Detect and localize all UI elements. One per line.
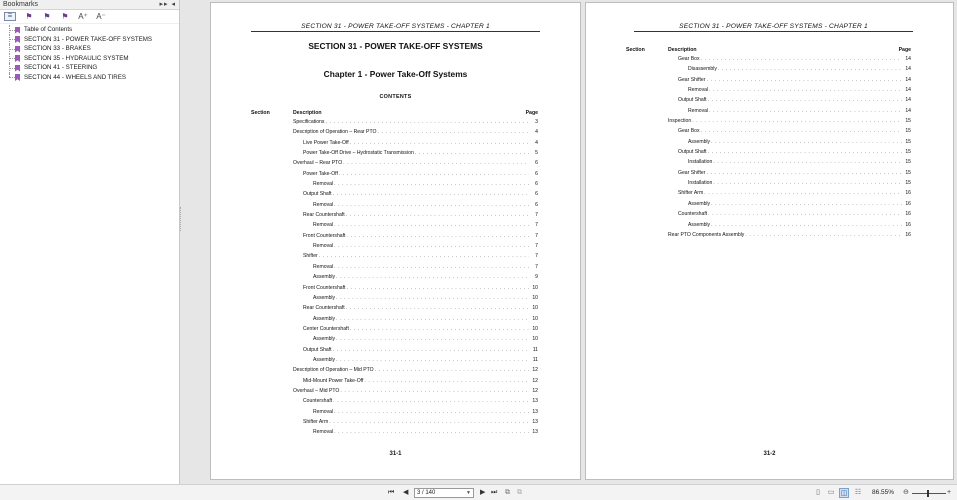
facing-pages-view-icon[interactable]: ◫ — [840, 490, 848, 497]
first-page-button[interactable]: ⏮ — [388, 489, 395, 496]
toc-entry-page: 15 — [905, 118, 911, 125]
toc-entry-title: Removal — [313, 222, 334, 229]
toc-row[interactable] — [668, 95, 911, 105]
dot-leader — [336, 334, 529, 344]
bookmark-item[interactable] — [0, 73, 179, 83]
running-head: SECTION 31 - POWER TAKE-OFF SYSTEMS - CHAPTER 1 — [634, 23, 913, 32]
column-header-description: Description — [293, 110, 322, 116]
toc-entry-page: 6 — [535, 201, 538, 208]
toc-row[interactable] — [293, 314, 538, 324]
toc-entry-title: Power Take-Off — [303, 170, 338, 177]
toc-entry-title: Overhaul – Rear PTO — [293, 160, 343, 167]
dot-leader — [708, 95, 902, 105]
dot-leader — [350, 324, 529, 334]
toc-row[interactable] — [293, 303, 538, 313]
dot-leader — [343, 158, 529, 168]
toc-row[interactable] — [668, 64, 911, 74]
dot-leader — [718, 64, 902, 74]
toc-entry-page: 7 — [535, 212, 538, 219]
toc-entry-title: Shifter Arm — [678, 190, 704, 197]
toc-entry-title: Gear Box — [678, 128, 700, 135]
toc-entry-page: 11 — [532, 356, 538, 363]
dot-leader — [704, 188, 902, 198]
toc-entry-page: 14 — [905, 107, 911, 114]
last-page-button[interactable]: ⏭ — [491, 489, 498, 496]
toc-row[interactable] — [293, 251, 538, 261]
toc-entry-title: Live Power Take-Off — [303, 139, 349, 146]
next-view-icon[interactable]: ⧉ — [517, 489, 522, 496]
tree-connector — [9, 30, 15, 31]
dot-leader — [706, 168, 902, 178]
toc-row[interactable] — [668, 126, 911, 136]
toc-row[interactable] — [293, 355, 538, 365]
next-page-button[interactable]: ▶ — [480, 489, 486, 496]
bookmarks-toolbar — [0, 10, 179, 24]
column-header-description: Description — [668, 47, 697, 53]
panel-splitter[interactable] — [180, 0, 210, 484]
toc-entry-page: 14 — [905, 97, 911, 104]
bookmark-label: SECTION 31 - POWER TAKE-OFF SYSTEMS — [24, 35, 153, 43]
dot-leader — [334, 200, 529, 210]
dot-leader — [336, 314, 529, 324]
toc-row[interactable] — [293, 283, 538, 293]
toc-entry-title: Removal — [688, 87, 709, 94]
bookmark-icon — [15, 46, 20, 53]
toc-row[interactable] — [293, 169, 538, 179]
toc-entry-page: 6 — [535, 181, 538, 188]
zoom-in-icon[interactable]: + — [947, 489, 952, 496]
toc-entry-page: 10 — [532, 305, 538, 312]
dot-leader — [701, 126, 902, 136]
toc-entry-title: Assembly — [688, 200, 711, 207]
dot-leader — [375, 365, 529, 375]
toc-entry-title: Gear Shifter — [678, 169, 706, 176]
toc-row[interactable] — [668, 209, 911, 219]
pdf-page-2 — [585, 2, 954, 480]
pdf-page-1 — [210, 2, 581, 480]
dot-leader — [346, 303, 529, 313]
toc-entry-title: Shifter — [303, 253, 318, 260]
toc-row[interactable] — [668, 230, 911, 240]
toc-entry-title: Front Countershaft — [303, 232, 346, 239]
toc-entry-title: Rear Countershaft — [303, 212, 345, 219]
toc-row[interactable] — [668, 220, 911, 230]
dot-leader — [333, 396, 529, 406]
toc-entry-page: 14 — [905, 66, 911, 73]
toc-entry-page: 7 — [535, 222, 538, 229]
dot-leader — [692, 116, 902, 126]
toc-entry-title: Installation — [688, 180, 713, 187]
new-bookmark-icon[interactable]: ⚑ — [43, 11, 51, 21]
toc-entry-page: 16 — [905, 221, 911, 228]
bookmarks-panel — [0, 0, 180, 484]
dot-leader — [711, 220, 902, 230]
continuous-view-icon[interactable]: ▭ — [827, 489, 835, 496]
toc-entry-title: Removal — [313, 429, 334, 436]
toc-row[interactable] — [293, 293, 538, 303]
toc-entry-page: 16 — [905, 231, 911, 238]
toc-entry-page: 15 — [905, 128, 911, 135]
bookmark-item[interactable] — [0, 44, 179, 54]
toc-row[interactable] — [293, 407, 538, 417]
toc-row[interactable] — [293, 200, 538, 210]
toc-row[interactable] — [293, 376, 538, 386]
bookmark-icon — [15, 55, 20, 62]
toc-entry-title: Overhaul – Mid PTO — [293, 387, 340, 394]
bookmark-label: Table of Contents — [24, 26, 73, 33]
bookmark-label: SECTION 44 - WHEELS AND TIRES — [24, 73, 127, 81]
toc-row[interactable] — [293, 158, 538, 168]
column-header-section: Section — [626, 47, 645, 53]
toc-entry-page: 6 — [535, 191, 538, 198]
column-header-section: Section — [251, 110, 270, 116]
toc-row[interactable] — [668, 178, 911, 188]
toc-entry-page: 3 — [535, 119, 538, 125]
toc-entry-title: Rear PTO Components Assembly — [668, 231, 745, 238]
toc-entry-page: 15 — [905, 159, 911, 166]
single-page-view-icon[interactable]: ▯ — [816, 489, 820, 496]
zoom-slider-thumb[interactable] — [927, 490, 929, 497]
section-title: SECTION 31 - POWER TAKE-OFF SYSTEMS — [308, 41, 483, 51]
toc-row[interactable] — [293, 365, 538, 375]
bookmarks-panel-title: Bookmarks — [3, 1, 39, 8]
dot-leader — [334, 427, 529, 437]
chapter-title: Chapter 1 - Power Take-Off Systems — [323, 69, 468, 79]
toc-entry-title: Description of Operation – Mid PTO — [293, 367, 374, 374]
zoom-out-icon[interactable]: ⊖ — [903, 489, 909, 496]
toc-entry-page: 10 — [532, 315, 538, 322]
toc-entry-page: 5 — [535, 150, 538, 157]
toc-entry-title: Removal — [313, 201, 334, 208]
splitter-grip[interactable] — [180, 207, 183, 231]
dot-leader — [706, 75, 902, 85]
toc-entry-page: 15 — [905, 169, 911, 176]
bookmark-tree — [0, 24, 179, 82]
decrease-text-size-icon[interactable]: A⁻ — [96, 11, 106, 21]
dot-leader — [745, 230, 902, 240]
bookmark-icon — [15, 36, 20, 43]
delete-bookmark-icon[interactable]: ⚑ — [61, 11, 69, 21]
toc-entry-page: 14 — [905, 76, 911, 83]
toc-entry-title: Assembly — [313, 315, 336, 322]
toc-entry-page: 6 — [535, 170, 538, 177]
toc-entry-page: 16 — [905, 211, 911, 218]
bookmark-item[interactable] — [0, 54, 179, 64]
toc-entry-title: Removal — [313, 243, 334, 250]
toc-row[interactable] — [668, 75, 911, 85]
toc-entry-page: 10 — [532, 325, 538, 332]
toc-row[interactable] — [293, 262, 538, 272]
panel-collapse-controls[interactable]: ▸▸ ◂ — [159, 1, 176, 8]
toc-entry-title: Inspection — [668, 118, 692, 125]
dot-leader — [334, 407, 529, 417]
toc-entry-page: 14 — [905, 56, 911, 62]
toc-entry-title: Removal — [313, 408, 334, 415]
toc-entry-title: Output Shaft — [678, 149, 707, 156]
bookmark-label: SECTION 33 - BRAKES — [24, 45, 91, 52]
toc-entry-title: Assembly — [313, 274, 336, 281]
toc-entry-page: 10 — [532, 284, 538, 291]
dot-leader — [334, 241, 529, 251]
toc-entry-page: 12 — [532, 367, 538, 374]
zoom-slider[interactable] — [912, 493, 946, 494]
tree-connector — [9, 68, 15, 69]
toc-row[interactable] — [293, 324, 538, 334]
toc-row[interactable] — [293, 272, 538, 282]
dot-leader — [333, 345, 529, 355]
previous-view-icon[interactable]: ⧉ — [505, 489, 510, 496]
toc-entry-title: Installation — [688, 159, 713, 166]
toc-entry-page: 13 — [532, 429, 538, 436]
column-header-page: Page — [525, 110, 538, 116]
bookmark-label: SECTION 41 - STEERING — [24, 64, 98, 71]
toc-entry-title: Removal — [688, 107, 709, 114]
dot-leader — [340, 386, 529, 396]
toc-entry-title: Output Shaft — [303, 191, 332, 198]
toc-row[interactable] — [293, 241, 538, 251]
toc-entry-title: Assembly — [688, 138, 711, 145]
toc-entry-page: 7 — [535, 263, 538, 270]
toc-entry-title: Power Take-Off Drive – Hydrostatic Transmission — [303, 150, 414, 157]
toc-row[interactable] — [293, 127, 538, 137]
toc-row[interactable] — [293, 345, 538, 355]
continuous-facing-view-icon[interactable]: ☷ — [854, 489, 862, 496]
bookmarks-panel-header — [0, 0, 179, 10]
toc-entry-page: 9 — [535, 274, 538, 281]
expand-bookmark-icon[interactable]: ⚑ — [25, 11, 33, 21]
dot-leader — [333, 189, 529, 199]
toc-row[interactable] — [293, 334, 538, 344]
tree-connector — [9, 77, 15, 78]
dot-leader — [364, 376, 529, 386]
toc-entry-page: 10 — [532, 336, 538, 343]
chevron-down-icon[interactable]: ▼ — [466, 490, 471, 496]
toc-list — [293, 117, 538, 438]
toc-entry-page: 7 — [535, 232, 538, 239]
zoom-level[interactable]: 86.55% — [872, 489, 895, 496]
tree-connector — [9, 39, 15, 40]
dot-leader — [711, 137, 902, 147]
toc-entry-title: Description of Operation – Rear PTO — [293, 129, 377, 136]
toc-entry-title: Gear Box — [678, 56, 700, 62]
toc-entry-title: Assembly — [313, 336, 336, 343]
toc-entry-page: 13 — [532, 418, 538, 425]
dot-leader — [350, 138, 529, 148]
toc-row[interactable] — [293, 138, 538, 148]
toc-entry-page: 12 — [532, 377, 538, 384]
bookmark-item[interactable] — [0, 35, 179, 45]
dot-leader — [346, 283, 529, 293]
toc-entry-page: 7 — [535, 243, 538, 250]
dot-leader — [708, 147, 902, 157]
page-number-field[interactable] — [414, 488, 474, 498]
page-number: 31-1 — [389, 451, 402, 457]
dot-leader — [336, 355, 529, 365]
dot-leader — [713, 178, 902, 188]
bookmark-icon — [15, 27, 20, 34]
toc-entry-page: 4 — [535, 139, 538, 146]
dot-leader — [334, 262, 529, 272]
page-number: 31-2 — [763, 451, 776, 457]
toc-entry-title: Countershaft — [678, 211, 708, 218]
toc-entry-title: Mid-Mount Power Take-Off — [303, 377, 364, 384]
dot-leader — [708, 209, 902, 219]
toc-row[interactable] — [293, 117, 538, 127]
toc-row[interactable] — [668, 106, 911, 116]
toc-entry-page: 14 — [905, 87, 911, 94]
toc-entry-title: Center Countershaft — [303, 325, 349, 332]
toc-entry-page: 16 — [905, 200, 911, 207]
dot-leader — [415, 148, 529, 158]
toc-entry-title: Front Countershaft — [303, 284, 346, 291]
toc-entry-title: Shifter Arm — [303, 418, 329, 425]
toc-entry-title: Gear Shifter — [678, 76, 706, 83]
status-navigation-bar — [0, 484, 957, 500]
dot-leader — [334, 220, 529, 230]
bookmark-icon — [15, 65, 20, 72]
toc-row[interactable] — [668, 168, 911, 178]
bookmark-options-icon[interactable]: ☰ — [4, 12, 16, 21]
toc-entry-page: 4 — [535, 129, 538, 136]
toc-entry-page: 12 — [532, 387, 538, 394]
toc-row[interactable] — [668, 116, 911, 126]
toc-row[interactable] — [293, 179, 538, 189]
toc-row[interactable] — [668, 137, 911, 147]
toc-entry-page: 13 — [532, 408, 538, 415]
dot-leader — [329, 417, 529, 427]
dot-leader — [711, 199, 902, 209]
dot-leader — [339, 169, 529, 179]
toc-entry-title: Assembly — [313, 356, 336, 363]
toc-row[interactable] — [668, 188, 911, 198]
dot-leader — [701, 54, 902, 64]
toc-entry-page: 16 — [905, 190, 911, 197]
column-header-page: Page — [898, 47, 911, 53]
toc-row[interactable] — [293, 189, 538, 199]
previous-page-button[interactable]: ◀ — [403, 489, 409, 496]
toc-entry-title: Rear Countershaft — [303, 305, 345, 312]
toc-row[interactable] — [293, 220, 538, 230]
toc-row[interactable] — [668, 85, 911, 95]
toc-row[interactable] — [293, 427, 538, 437]
bookmark-icon — [15, 74, 20, 81]
bookmark-label: SECTION 35 - HYDRAULIC SYSTEM — [24, 54, 129, 62]
toc-entry-title: Assembly — [688, 221, 711, 228]
bookmark-item[interactable] — [0, 25, 179, 35]
toc-entry-title: Countershaft — [303, 398, 333, 405]
dot-leader — [319, 251, 529, 261]
toc-row[interactable] — [668, 199, 911, 209]
dot-leader — [709, 85, 902, 95]
toc-entry-page: 13 — [532, 398, 538, 405]
toc-row[interactable] — [293, 231, 538, 241]
toc-list — [668, 54, 911, 240]
dot-leader — [346, 210, 529, 220]
toc-entry-title: Specifications — [293, 119, 325, 125]
dot-leader — [334, 179, 529, 189]
dot-leader — [336, 272, 529, 282]
toc-row[interactable] — [293, 417, 538, 427]
toc-row[interactable] — [293, 148, 538, 158]
toc-entry-page: 6 — [535, 160, 538, 167]
dot-leader — [713, 157, 902, 167]
toc-entry-title: Removal — [313, 263, 334, 270]
toc-entry-page: 11 — [532, 346, 538, 353]
toc-row[interactable] — [293, 396, 538, 406]
toc-entry-page: 10 — [532, 294, 538, 301]
toc-row[interactable] — [668, 157, 911, 167]
toc-row[interactable] — [668, 147, 911, 157]
toc-entry-title: Assembly — [313, 294, 336, 301]
toc-entry-page: 15 — [905, 149, 911, 156]
toc-entry-title: Disassembly — [688, 66, 717, 73]
toc-entry-title: Output Shaft — [678, 97, 707, 104]
toc-row[interactable] — [293, 210, 538, 220]
running-head: SECTION 31 - POWER TAKE-OFF SYSTEMS - CHAPTER 1 — [251, 23, 540, 32]
toc-entry-title: Removal — [313, 181, 334, 188]
dot-leader — [709, 106, 902, 116]
tree-connector — [9, 49, 15, 50]
page-number-value: 3 / 140 — [417, 490, 436, 496]
toc-entry-title: Output Shaft — [303, 346, 332, 353]
bookmark-item[interactable] — [0, 63, 179, 73]
toc-entry-page: 15 — [905, 180, 911, 187]
toc-row[interactable] — [668, 54, 911, 64]
toc-entry-page: 7 — [535, 253, 538, 260]
tree-connector — [9, 58, 15, 59]
toc-row[interactable] — [293, 386, 538, 396]
increase-text-size-icon[interactable]: A⁺ — [78, 11, 88, 21]
dot-leader — [336, 293, 529, 303]
dot-leader — [346, 231, 529, 241]
toc-entry-page: 15 — [905, 138, 911, 145]
dot-leader — [377, 127, 529, 137]
contents-heading: CONTENTS — [379, 94, 412, 100]
dot-leader — [325, 117, 529, 127]
